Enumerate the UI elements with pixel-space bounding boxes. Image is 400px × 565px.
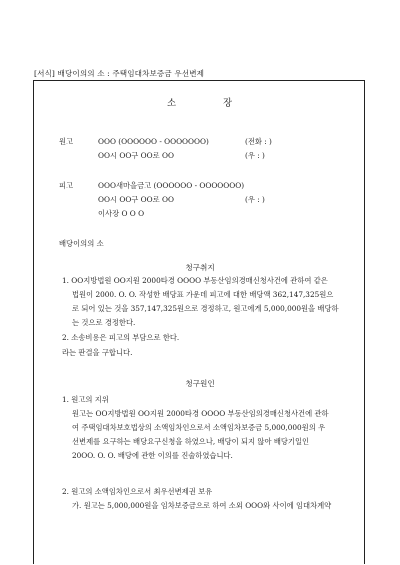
plaintiff-address: OO시 OO구 OO로 OO xyxy=(98,151,174,160)
cause-1-line: 20OO. O. O. 배당에 관한 이의를 진술하였습니다. xyxy=(72,451,233,460)
defendant-label: 피고 xyxy=(59,181,74,190)
plaintiff-zip: (우 : ) xyxy=(245,151,265,160)
claim-line: 라는 판결을 구합니다. xyxy=(62,348,133,357)
plaintiff-label: 원고 xyxy=(59,137,74,146)
cause-1-line: 선변제를 요구하는 배당요구신청을 하였으나, 배당이 되지 않아 배당기일인 xyxy=(72,437,310,446)
plaintiff-phone: (전화 : ) xyxy=(245,137,272,146)
form-caption: [서식] 배당이의의 소 : 주택임대차보증금 우선변제 xyxy=(34,69,205,78)
claim-line: 로 되어 있는 것을 357,147,325원으로 경정하고, 원고에게 5,000,000원을 배당하 xyxy=(72,304,339,313)
defendant-representative: 이사장 O O O xyxy=(98,209,145,218)
claim-line: 2. 소송비용은 피고의 부담으로 한다. xyxy=(62,333,180,342)
defendant-name: OOO새마을금고 (OOOOOO - OOOOOOO) xyxy=(98,181,245,190)
title-char-right: 장 xyxy=(222,98,234,109)
plaintiff-name: OOO (OOOOOO - OOOOOOO) xyxy=(98,137,209,146)
cause-1-line: 여 주택임대차보호법상의 소액임차인으로서 소액임차보증금 5,000,000원의 우 xyxy=(72,423,326,432)
claim-heading: 청구취지 xyxy=(185,263,215,272)
claim-line: 법원이 2000. O. O. 작성한 배당표 가운데 피고에 대한 배당액 362,147,325원으 xyxy=(72,290,334,299)
claim-line: 1. OO지방법원 OO지원 2000타경 OOOO 부동산임의경매신청사건에 관하여 같은 xyxy=(62,276,328,285)
cause-1-line: 원고는 OO지방법원 OO지원 2000타경 OOOO 부동산임의경매신청사건에 관하 xyxy=(72,409,329,418)
cause-heading: 청구원인 xyxy=(185,379,215,388)
cause-2-title: 2. 원고의 소액임차인으로서 최우선변제권 보유 xyxy=(62,487,213,496)
title-char-left: 소 xyxy=(166,98,178,109)
cause-1-title: 1. 원고의 지위 xyxy=(62,395,109,404)
claim-line: 는 것으로 경정한다. xyxy=(72,318,136,327)
defendant-address: OO시 OO구 OO로 OO xyxy=(98,195,174,204)
cause-2-line: 가. 원고는 5,000,000원을 임차보증금으로 하여 소외 OOO와 사이에 임대차계약 xyxy=(72,501,332,510)
case-name: 배당이의의 소 xyxy=(59,239,104,248)
document-title xyxy=(0,95,400,109)
defendant-zip: (우 : ) xyxy=(245,195,265,204)
